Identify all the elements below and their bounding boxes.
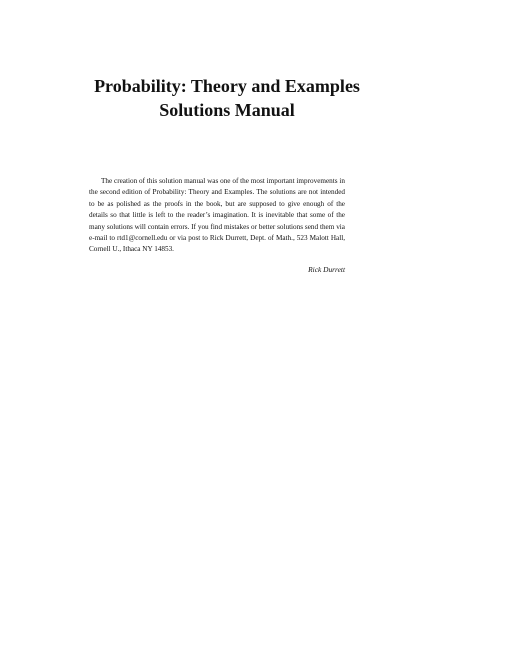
preface-paragraph: The creation of this solution manual was one of the most important improvements in the second edition of Probability: Theory and Examples. The solutions are not intended to be as polished as the proofs in the book, but are supposed to give enough of the details so that little is left to the reader’s imagination. It is inevitable that some of the many solutions will contain errors. If you find mistakes or better solutions send them via e-mail to rtd1@cornell.edu or via post to Rick Durrett, Dept. of Math., 523 Malott Hall, Cornell U., Ithaca NY 14853. bbox=[89, 177, 345, 254]
document-title: Probability: Theory and Examples bbox=[94, 76, 360, 96]
author-signature: Rick Durrett bbox=[308, 265, 345, 274]
title-block bbox=[0, 74, 510, 122]
document-subtitle: Solutions Manual bbox=[159, 100, 295, 120]
